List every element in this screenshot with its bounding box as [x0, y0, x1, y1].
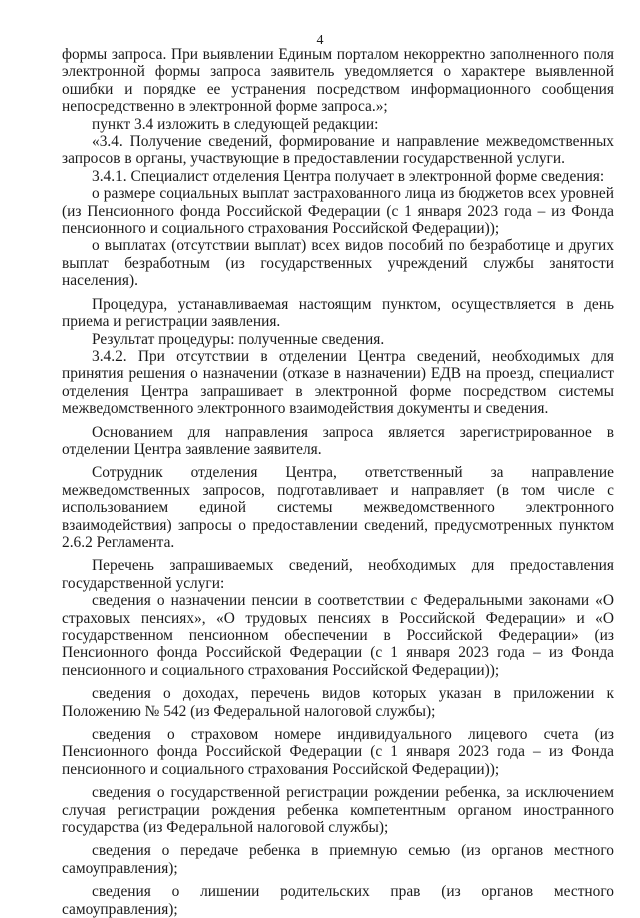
paragraph: Процедура, устанавливаемая настоящим пунктом, осуществляется в день приема и регистрации заявления. [62, 295, 614, 331]
paragraph: Результат процедуры: полученные сведения. [92, 330, 385, 348]
document-body [62, 46, 614, 918]
paragraph: сведения о передаче ребенка в приемную семью (из органов местного самоуправления); [62, 842, 614, 877]
paragraph: пункт 3.4 изложить в следующей редакции: [92, 115, 379, 133]
paragraph: 3.4.2. При отсутствии в отделении Центра сведений, необходимых для принятия решения о назначении (отказе в назначении) ЕДВ на проезд, специалист отделения Центра запрашивает в электронной форме посредством системы межведомственного электронного взаимодействия документы и сведения. [62, 347, 614, 418]
paragraph: формы запроса. При выявлении Единым порталом некорректно заполненного поля электронной формы запроса заявитель уведомляется о характере выявленной ошибки и порядке ее устранения посредством информационного сообщения непосредственно в электронной форме запроса.»; [62, 46, 614, 116]
paragraph: 3.4.1. Специалист отделения Центра получает в электронной форме сведения: [92, 167, 605, 185]
paragraph: сведения о государственной регистрации рождении ребенка, за исключением случая регистрации рождения ребенка компетентным органом иностранного государства (из Федеральной налоговой службы); [62, 784, 614, 837]
page-number: 4 [316, 33, 324, 48]
paragraph: о выплатах (отсутствии выплат) всех видов пособий по безработице и других выплат безработным (из государственных учреждений службы занятости населения). [62, 237, 614, 290]
paragraph: сведения о лишении родительских прав (из органов местного самоуправления); [62, 883, 614, 918]
paragraph: сведения о страховом номере индивидуального лицевого счета (из Пенсионного фонда Российской Федерации (с 1 января 2023 года – из Фонда пенсионного и социального страхования Российской Федерации)); [62, 726, 614, 778]
paragraph: сведения о доходах, перечень видов которых указан в приложении к Положению № 542 (из Федеральной налоговой службы); [62, 685, 614, 720]
paragraph: Сотрудник отделения Центра, ответственный за направление межведомственных запросов, подготавливает и направляет (в том числе с использованием единой системы межведомственного электронного взаимодействия) запросы о предоставлении сведений, предусмотренных пунктом 2.6.2 Регламента. [62, 464, 614, 551]
paragraph: о размере социальных выплат застрахованного лица из бюджетов всех уровней (из Пенсионного фонда Российской Федерации (с 1 января 2023 года – из Фонда пенсионного и социального страхования Российской Федерации)); [62, 185, 614, 238]
paragraph: Основанием для направления запроса является зарегистрированное в отделении Центра заявление заявителя. [62, 423, 614, 458]
paragraph: Перечень запрашиваемых сведений, необходимых для предоставления государственной услуги: [62, 557, 614, 592]
paragraph: сведения о назначении пенсии в соответствии с Федеральными законами «О страховых пенсиях», «О трудовых пенсиях в Российской Федерации» и «О государственном пенсионном обеспечении в Российской Федерации» (из Пенсионного фонда Российской Федерации (с 1 января 2023 года – из Фонда пенсионного и социального страхования Российской Федерации)); [62, 592, 614, 679]
paragraph: «3.4. Получение сведений, формирование и направление межведомственных запросов в органы, участвующие в предоставлении государственной услуги. [62, 133, 614, 168]
